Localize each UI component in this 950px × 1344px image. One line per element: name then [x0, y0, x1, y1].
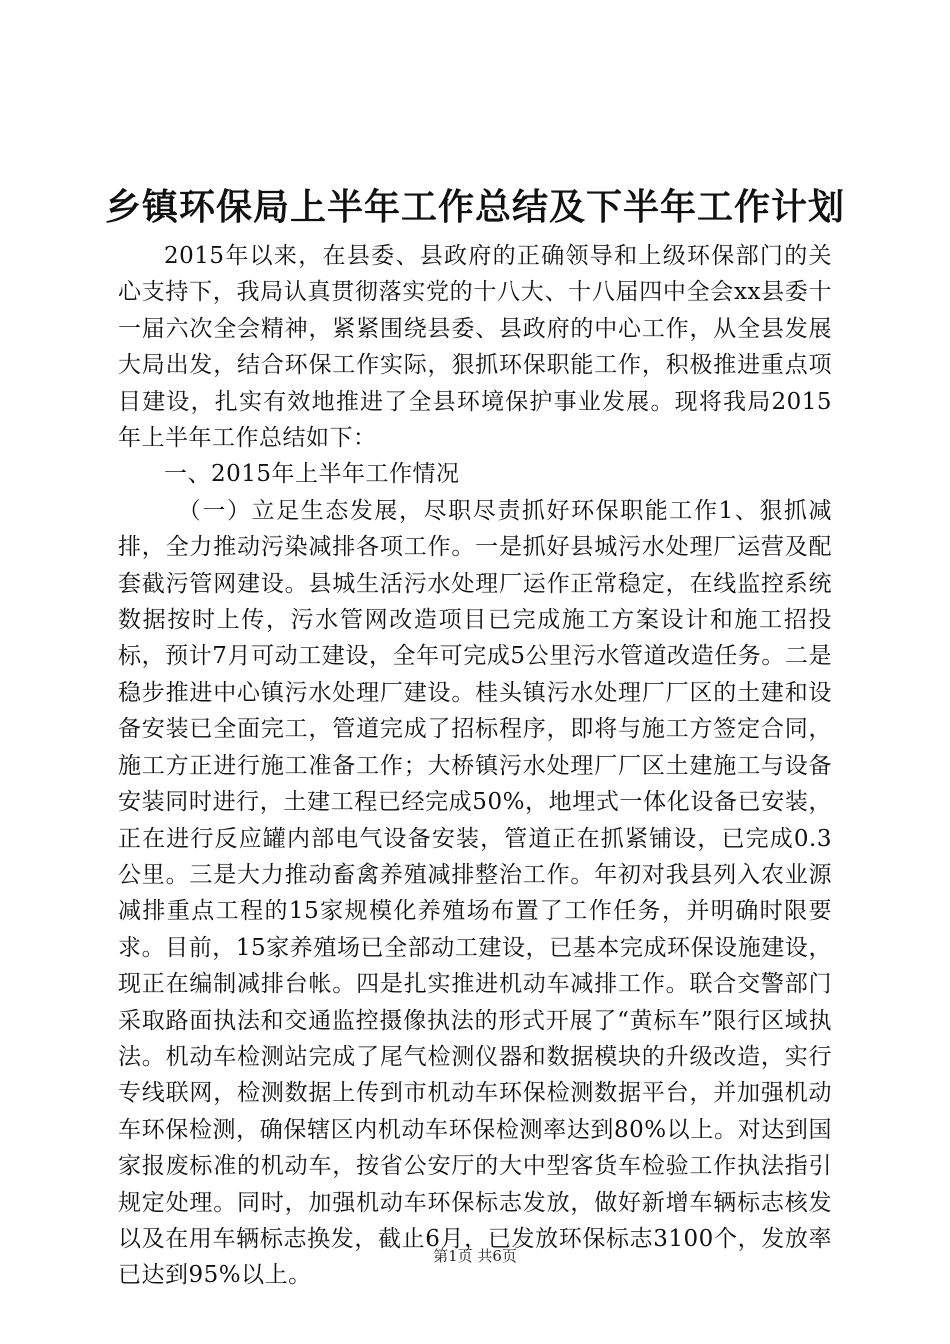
document-body: [118, 238, 832, 1294]
page-footer: 第1页 共6页: [433, 1247, 517, 1265]
intro-paragraph: 2015年以来，在县委、县政府的正确领导和上级环保部门的关心支持下，我局认真贯彻落实党的十八大、十八届四中全会xx县委十一届六次全会精神，紧紧围绕县委、县政府的中心工作，从全县发展大局出发，结合环保工作实际，狠抓环保职能工作，积极推进重点项目建设，扎实有效地推进了全县环境保护事业发展。现将我局2015年上半年工作总结如下：: [118, 243, 832, 452]
section-heading: 一、2015年上半年工作情况: [164, 461, 460, 488]
section-paragraph: （一）立足生态发展，尽职尽责抓好环保职能工作1、狠抓减排，全力推动污染减排各项工作。一是抓好县城污水处理厂运营及配套截污管网建设。县城生活污水处理厂运作正常稳定，在线监控系统数据按时上传，污水管网改造项目已完成施工方案设计和施工招投标，预计7月可动工建设，全年可完成5公里污水管道改造任务。二是稳步推进中心镇污水处理厂建设。桂头镇污水处理厂厂区的土建和设备安装已全面完工，管道完成了招标程序，即将与施工方签定合同，施工方正进行施工准备工作；大桥镇污水处理厂厂区土建施工与设备安装同时进行，土建工程已经完成50%，地埋式一体化设备已安装，正在进行反应罐内部电气设备安装，管道正在抓紧铺设，已完成0.3公里。三是大力推动畜禽养殖减排整治工作。年初对我县列入农业源减排重点工程的15家规模化养殖场布置了工作任务，并明确时限要求。目前，15家养殖场已全部动工建设，已基本完成环保设施建设，现正在编制减排台帐。四是扎实推进机动车减排工作。联合交警部门采取路面执法和交通监控摄像执法的形式开展了“黄标车”限行区域执法。机动车检测站完成了尾气检测仪器和数据模块的升级改造，实行专线联网，检测数据上传到市机动车环保检测数据平台，并加强机动车环保检测，确保辖区内机动车环保检测率达到80%以上。对达到国家报废标准的机动车，按省公安厅的大中型客货车检验工作执法指引规定处理。同时，加强机动车环保标志发放，做好新增车辆标志核发以及在用车辆标志换发，截止6月，已发放环保标志3100个，发放率已达到95%以上。: [118, 497, 832, 1289]
document-title: 乡镇环保局上半年工作总结及下半年工作计划: [104, 187, 845, 228]
